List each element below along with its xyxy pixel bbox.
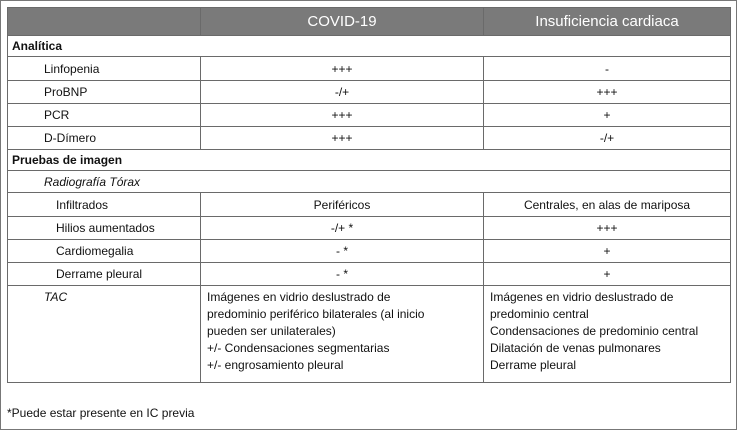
covid-value: +++ — [201, 104, 484, 127]
tac-ic-line: Derrame pleural — [490, 358, 577, 372]
tac-ic — [484, 286, 731, 383]
table-row — [8, 193, 731, 217]
ic-value: + — [484, 104, 731, 127]
tac-covid-line: pueden ser unilaterales) — [207, 324, 336, 338]
table-row — [8, 127, 731, 150]
covid-value: - * — [201, 263, 484, 286]
table-row — [8, 217, 731, 240]
comparison-table — [7, 7, 731, 383]
header-blank — [8, 8, 201, 36]
header-covid: COVID-19 — [201, 8, 484, 36]
table-row — [8, 81, 731, 104]
row-label: Infiltrados — [8, 193, 201, 217]
section-analitica: Analítica — [8, 36, 731, 57]
ic-value: - — [484, 57, 731, 81]
covid-value: -/+ — [201, 81, 484, 104]
table-row — [8, 263, 731, 286]
tac-ic-line: predominio central — [490, 307, 589, 321]
covid-value: Periféricos — [201, 193, 484, 217]
ic-value: +++ — [484, 217, 731, 240]
tac-label: TAC — [8, 286, 201, 383]
covid-value: +++ — [201, 57, 484, 81]
ic-value: + — [484, 263, 731, 286]
row-label: Hilios aumentados — [8, 217, 201, 240]
footnote: *Puede estar presente en IC previa — [7, 406, 195, 420]
ic-value: -/+ — [484, 127, 731, 150]
row-label: ProBNP — [8, 81, 201, 104]
header-ic: Insuficiencia cardiaca — [484, 8, 731, 36]
ic-value: +++ — [484, 81, 731, 104]
tac-ic-line: Condensaciones de predominio central — [490, 324, 699, 338]
row-label: Cardiomegalia — [8, 240, 201, 263]
tac-ic-line: Dilatación de venas pulmonares — [490, 341, 661, 355]
row-label: Linfopenia — [8, 57, 201, 81]
row-label: D-Dímero — [8, 127, 201, 150]
ic-value: Centrales, en alas de mariposa — [484, 193, 731, 217]
section-imagen: Pruebas de imagen — [8, 150, 731, 171]
table-row — [8, 240, 731, 263]
row-label: Derrame pleural — [8, 263, 201, 286]
table-row — [8, 286, 731, 383]
row-label: PCR — [8, 104, 201, 127]
covid-value: -/+ * — [201, 217, 484, 240]
table-row — [8, 104, 731, 127]
tac-covid-line: Imágenes en vidrio deslustrado de — [207, 290, 391, 304]
tac-covid-line: +/- Condensaciones segmentarias — [207, 341, 390, 355]
table-row — [8, 57, 731, 81]
tac-covid-line: predominio periférico bilaterales (al inicio — [207, 307, 425, 321]
tac-covid — [201, 286, 484, 383]
tac-ic-line: Imágenes en vidrio deslustrado de — [490, 290, 674, 304]
ic-value: + — [484, 240, 731, 263]
covid-value: - * — [201, 240, 484, 263]
tac-covid-line: +/- engrosamiento pleural — [207, 358, 344, 372]
section-radiografia: Radiografía Tórax — [8, 171, 731, 193]
covid-value: +++ — [201, 127, 484, 150]
